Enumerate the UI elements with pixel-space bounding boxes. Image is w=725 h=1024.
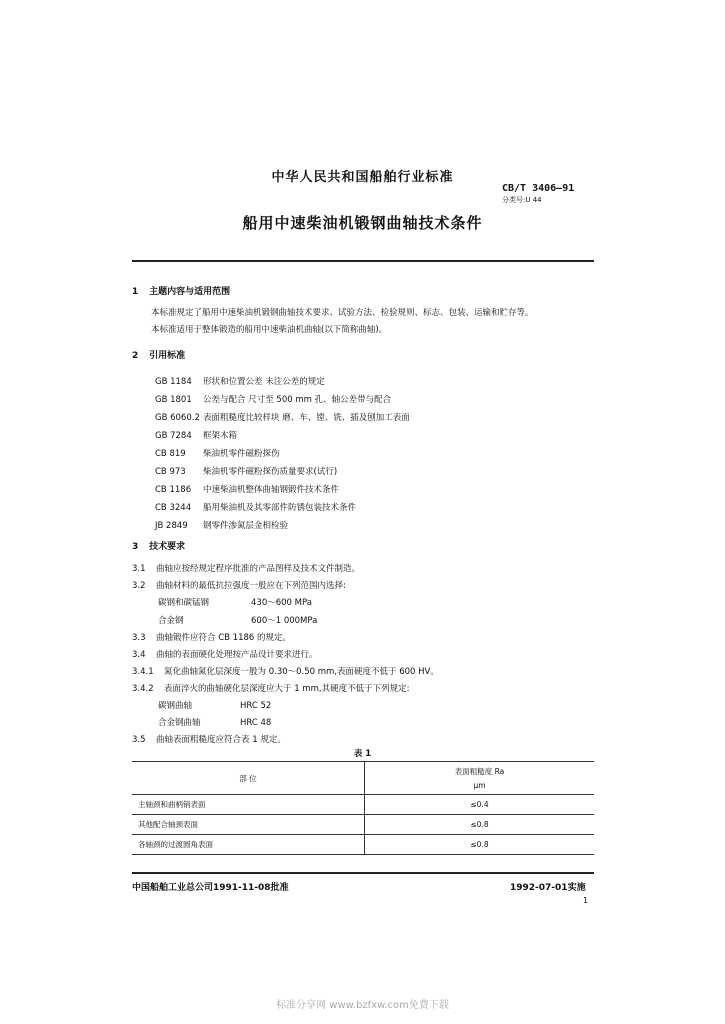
reference-title: 公差与配合 尺寸至 500 mm 孔、轴公差带与配合 <box>203 395 392 405</box>
clause-number: 3.4.1 <box>132 667 154 677</box>
section-3-heading <box>132 539 185 552</box>
reference-title: 钢零件渗氮层金相检验 <box>203 521 289 531</box>
table-header-part: 部 位 <box>132 762 365 795</box>
hardness-part: 合金钢曲轴 <box>158 718 201 728</box>
reference-code: GB 1184 <box>155 377 192 387</box>
reference-item <box>155 501 356 513</box>
clause-text: 曲轴表面粗糙度应符合表 1 规定。 <box>156 735 286 745</box>
reference-item <box>155 411 410 423</box>
material-name: 合金钢 <box>158 616 184 626</box>
table-cell-value: ≤0.8 <box>365 835 595 855</box>
reference-item <box>155 393 391 405</box>
hardness-value: HRC 52 <box>240 701 272 711</box>
reference-item <box>155 519 288 531</box>
approval-line: 中国船舶工业总公司1991-11-08批准 <box>132 883 289 893</box>
clause-text: 曲轴材料的最低抗拉强度一般应在下列范围内选择: <box>156 581 346 591</box>
section-title: 主题内容与适用范围 <box>149 287 231 297</box>
table-cell-value: ≤0.4 <box>365 795 595 815</box>
hardness-value: HRC 48 <box>240 718 272 728</box>
footer-divider <box>132 872 594 874</box>
clause-number: 3.2 <box>132 581 146 591</box>
reference-item <box>155 465 337 477</box>
table-cell-part: 各轴颈的过渡圆角表面 <box>132 835 365 855</box>
material-row <box>158 596 312 608</box>
reference-item <box>155 375 325 387</box>
clause-3-1 <box>132 562 360 574</box>
reference-code: CB 1186 <box>155 485 192 495</box>
table-cell-part: 主轴颈和曲柄销表面 <box>132 795 365 815</box>
clause-3-3 <box>132 631 291 643</box>
reference-code: CB 3244 <box>155 503 192 513</box>
reference-title: 形状和位置公差 未注公差的规定 <box>203 377 325 387</box>
reference-title: 框架木箱 <box>203 431 238 441</box>
roughness-header-label: 表面粗糙度 Ra <box>454 767 505 776</box>
reference-title: 船用柴油机及其零部件防锈包装技术条件 <box>203 503 357 513</box>
clause-3-4-1 <box>132 665 439 677</box>
material-row <box>158 614 317 626</box>
section-1-paragraph-1: 本标准规定了船用中速柴油机锻钢曲轴技术要求、试验方法、检验规则、标志、包装、运输和贮存等。 <box>151 308 534 318</box>
section-1-heading <box>132 284 230 297</box>
header-divider <box>132 260 594 262</box>
section-number: 1 <box>132 287 139 297</box>
reference-title: 表面粗糙度比较样块 磨、车、镗、铣、插及刨加工表面 <box>203 413 410 423</box>
watermark: 标准分享网 www.bzfxw.com免费下载 <box>276 1000 449 1011</box>
table-cell-value: ≤0.8 <box>365 815 595 835</box>
table-cell-part: 其他配合轴颈表面 <box>132 815 365 835</box>
section-number: 2 <box>132 351 139 361</box>
roughness-header-unit: μm <box>473 781 486 790</box>
implementation-date: 1992-07-01实施 <box>510 883 586 893</box>
clause-number: 3.4.2 <box>132 684 154 694</box>
reference-code: CB 819 <box>155 449 186 459</box>
reference-code: JB 2849 <box>155 521 188 531</box>
section-1-paragraph-2: 本标准适用于整体锻造的船用中速柴油机曲轴(以下简称曲轴)。 <box>151 325 388 335</box>
section-number: 3 <box>132 542 139 552</box>
reference-title: 中速柴油机整体曲轴钢锻件技术条件 <box>203 485 340 495</box>
clause-3-4 <box>132 648 318 660</box>
section-title: 引用标准 <box>149 351 186 361</box>
reference-code: GB 6060.2 <box>155 413 200 423</box>
reference-code: CB 973 <box>155 467 186 477</box>
clause-text: 氮化曲轴氮化层深度一般为 0.30～0.50 mm,表面硬度不低于 600 HV。 <box>164 667 439 677</box>
roughness-table <box>132 761 594 855</box>
clause-3-4-2 <box>132 682 409 694</box>
reference-code: GB 1801 <box>155 395 192 405</box>
clause-number: 3.4 <box>132 650 146 660</box>
section-2-heading <box>132 348 185 361</box>
hardness-part: 碳钢曲轴 <box>158 701 193 711</box>
material-value: 600～1 000MPa <box>251 616 318 626</box>
document-title: 船用中速柴油机锻钢曲轴技术条件 <box>242 214 483 232</box>
table-header-roughness <box>365 762 595 795</box>
material-name: 碳钢和碳锰钢 <box>158 598 210 608</box>
table-caption: 表 1 <box>353 749 372 759</box>
table-header-row <box>132 762 594 795</box>
reference-code: GB 7284 <box>155 431 192 441</box>
table-row <box>132 815 594 835</box>
clause-text: 曲轴的表面硬化处理按产品设计要求进行。 <box>156 650 318 660</box>
org-title: 中华人民共和国船舶行业标准 <box>271 170 454 185</box>
standard-number: CB/T 3406—91 <box>502 183 575 194</box>
table-row <box>132 795 594 815</box>
clause-number: 3.1 <box>132 564 146 574</box>
reference-item <box>155 429 237 441</box>
hardness-row <box>158 699 271 711</box>
reference-title: 柴油机零件磁粉探伤质量要求(试行) <box>203 467 338 477</box>
reference-title: 柴油机零件磁粉探伤 <box>203 449 280 459</box>
reference-item <box>155 447 280 459</box>
material-value: 430～600 MPa <box>251 598 312 608</box>
section-title: 技术要求 <box>149 542 186 552</box>
clause-number: 3.5 <box>132 735 146 745</box>
reference-item <box>155 483 339 495</box>
page-number: 1 <box>583 896 589 905</box>
clause-3-5 <box>132 733 286 745</box>
classification-number: 分类号:U 44 <box>502 196 542 204</box>
hardness-row <box>158 716 271 728</box>
table-row <box>132 835 594 855</box>
clause-text: 表面淬火的曲轴硬化层深度应大于 1 mm,其硬度不低于下列规定: <box>164 684 410 694</box>
clause-text: 曲轴应按经规定程序批准的产品图样及技术文件制造。 <box>156 564 361 574</box>
clause-3-2 <box>132 579 346 591</box>
clause-text: 曲轴锻件应符合 CB 1186 的规定。 <box>156 633 292 643</box>
clause-number: 3.3 <box>132 633 146 643</box>
